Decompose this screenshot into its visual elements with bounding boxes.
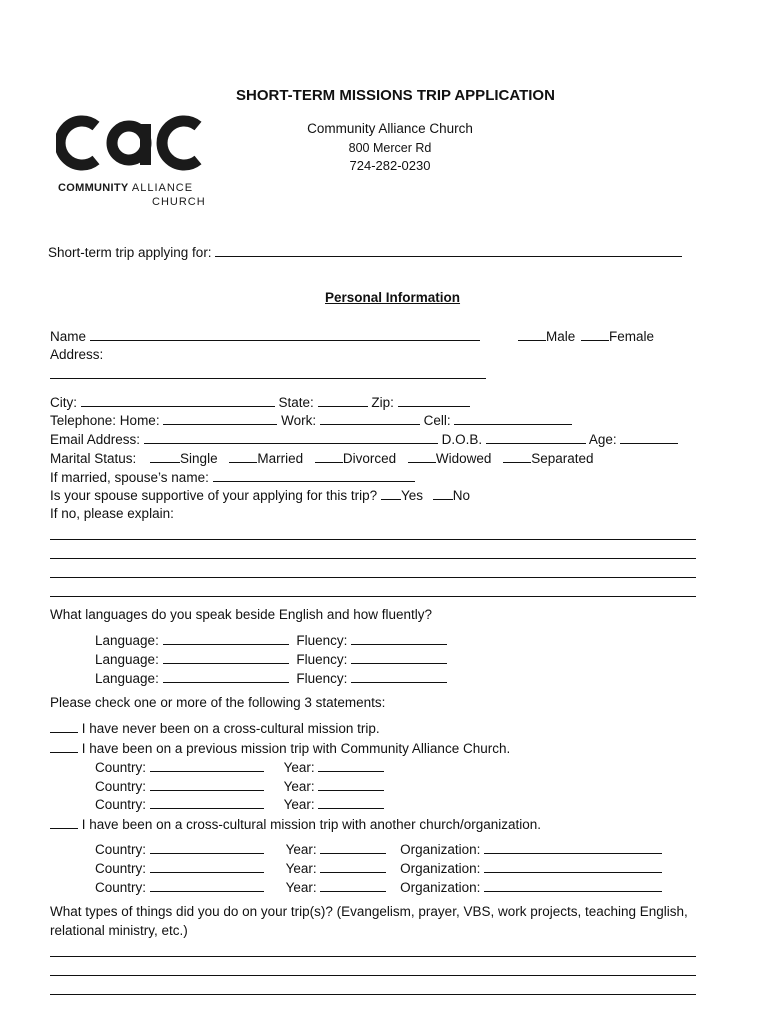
fluency-field-3[interactable] [351,670,447,683]
spouse-supportive-label: Is your spouse supportive of your applying for this trip? [50,488,378,503]
address-label: Address: [50,347,104,362]
city-label: City: [50,395,77,410]
org-year-field-3[interactable] [320,879,386,892]
spouse-no-label: No [452,488,470,503]
org-country-label-3: Country: [95,880,147,895]
email-field[interactable] [144,431,438,444]
married-checkbox[interactable] [229,450,257,463]
female-label: Female [609,329,655,344]
cell-label: Cell: [423,413,451,428]
country-field-3[interactable] [150,796,264,809]
trip-applying-label: Short-term trip applying for: [48,245,212,260]
explain-line-2[interactable] [50,558,696,559]
logo-word-church: CHURCH [152,196,206,208]
language-field-2[interactable] [163,651,289,664]
spouse-yes-label: Yes [400,488,423,503]
separated-checkbox[interactable] [503,450,531,463]
dob-field[interactable] [486,431,586,444]
state-label: State: [278,395,314,410]
year-field-1[interactable] [318,759,384,772]
org-country-field-2[interactable] [150,860,264,873]
fluency-label-1: Fluency: [296,633,348,648]
widowed-checkbox[interactable] [408,450,436,463]
telephone-home-label: Telephone: Home: [50,413,160,428]
organization-field-1[interactable] [484,841,662,854]
explain-line-3[interactable] [50,577,696,578]
country-field-1[interactable] [150,759,264,772]
trip-types-question-line-1: What types of things did you do on your trip(s)? (Evangelism, prayer, VBS, work projects, teaching English, [50,904,688,919]
single-label: Single [180,451,218,466]
zip-field[interactable] [398,394,470,407]
org-year-label-1: Year: [285,842,317,857]
explain-line-4[interactable] [50,596,696,597]
organization-field-3[interactable] [484,879,662,892]
trip-applying-field[interactable] [215,244,682,257]
org-year-field-1[interactable] [320,841,386,854]
languages-question: What languages do you speak beside English and how fluently? [50,607,433,622]
state-field[interactable] [318,394,368,407]
church-logo [56,112,216,212]
spouse-name-field[interactable] [213,469,415,482]
logo-word-alliance: ALLIANCE [131,182,194,194]
fluency-label-2: Fluency: [296,652,348,667]
explain-line-1[interactable] [50,539,696,540]
country-label-3: Country: [95,797,147,812]
spouse-yes-checkbox[interactable] [381,487,401,500]
trip-types-line-1[interactable] [50,956,696,957]
zip-label: Zip: [371,395,394,410]
org-country-field-3[interactable] [150,879,264,892]
organization-label-3: Organization: [400,880,481,895]
language-field-3[interactable] [163,670,289,683]
statement-2-checkbox[interactable] [50,740,78,753]
work-label: Work: [281,413,317,428]
section-personal-information: Personal Information [325,290,461,305]
work-phone-field[interactable] [320,412,420,425]
year-field-3[interactable] [318,796,384,809]
fluency-field-2[interactable] [351,651,447,664]
spouse-name-label: If married, spouse’s name: [50,470,209,485]
organization-field-2[interactable] [484,860,662,873]
cac-logo-mark [56,112,206,174]
language-label-1: Language: [95,633,159,648]
fluency-label-3: Fluency: [296,671,348,686]
statement-2-label: I have been on a previous mission trip with Community Alliance Church. [81,741,511,756]
dob-label: D.O.B. [441,432,483,447]
cell-phone-field[interactable] [454,412,572,425]
single-checkbox[interactable] [150,450,180,463]
statement-1-label: I have never been on a cross-cultural mission trip. [81,721,380,736]
org-year-label-2: Year: [285,861,317,876]
org-year-label-3: Year: [285,880,317,895]
separated-label: Separated [531,451,594,466]
male-checkbox[interactable] [518,328,546,341]
widowed-label: Widowed [435,451,492,466]
divorced-label: Divorced [342,451,397,466]
address-field[interactable] [50,366,486,379]
trip-types-line-2[interactable] [50,975,696,976]
home-phone-field[interactable] [163,412,277,425]
age-field[interactable] [620,431,678,444]
age-label: Age: [588,432,617,447]
country-label-2: Country: [95,779,147,794]
trip-types-line-3[interactable] [50,994,696,995]
country-label-1: Country: [95,760,147,775]
divorced-checkbox[interactable] [315,450,343,463]
statement-1-checkbox[interactable] [50,720,78,733]
trip-types-question-line-2: relational ministry, etc.) [50,923,188,938]
language-label-2: Language: [95,652,159,667]
year-label-1: Year: [283,760,315,775]
if-no-explain-label: If no, please explain: [50,506,174,521]
org-country-label-2: Country: [95,861,147,876]
statements-intro: Please check one or more of the following 3 statements: [50,695,386,710]
country-field-2[interactable] [150,778,264,791]
org-country-label-1: Country: [95,842,147,857]
org-year-field-2[interactable] [320,860,386,873]
organization-label-1: Organization: [400,842,481,857]
statement-3-label: I have been on a cross-cultural mission trip with another church/organization. [81,817,542,832]
year-label-2: Year: [283,779,315,794]
form-title: SHORT-TERM MISSIONS TRIP APPLICATION [236,87,555,104]
language-label-3: Language: [95,671,159,686]
email-label: Email Address: [50,432,141,447]
organization-label-2: Organization: [400,861,481,876]
marital-status-label: Marital Status: [50,451,137,466]
spouse-no-checkbox[interactable] [433,487,453,500]
city-field[interactable] [81,394,275,407]
married-label: Married [257,451,304,466]
church-name: Community Alliance Church [307,121,473,136]
name-label: Name [50,329,87,344]
fluency-field-1[interactable] [351,632,447,645]
church-address: 800 Mercer Rd [348,141,432,155]
year-field-2[interactable] [318,778,384,791]
language-field-1[interactable] [163,632,289,645]
female-checkbox[interactable] [581,328,609,341]
org-country-field-1[interactable] [150,841,264,854]
year-label-3: Year: [283,797,315,812]
church-phone: 724-282-0230 [349,158,431,173]
statement-3-checkbox[interactable] [50,816,78,829]
male-label: Male [546,329,576,344]
logo-word-community: COMMUNITY [58,182,129,194]
name-field[interactable] [90,328,480,341]
